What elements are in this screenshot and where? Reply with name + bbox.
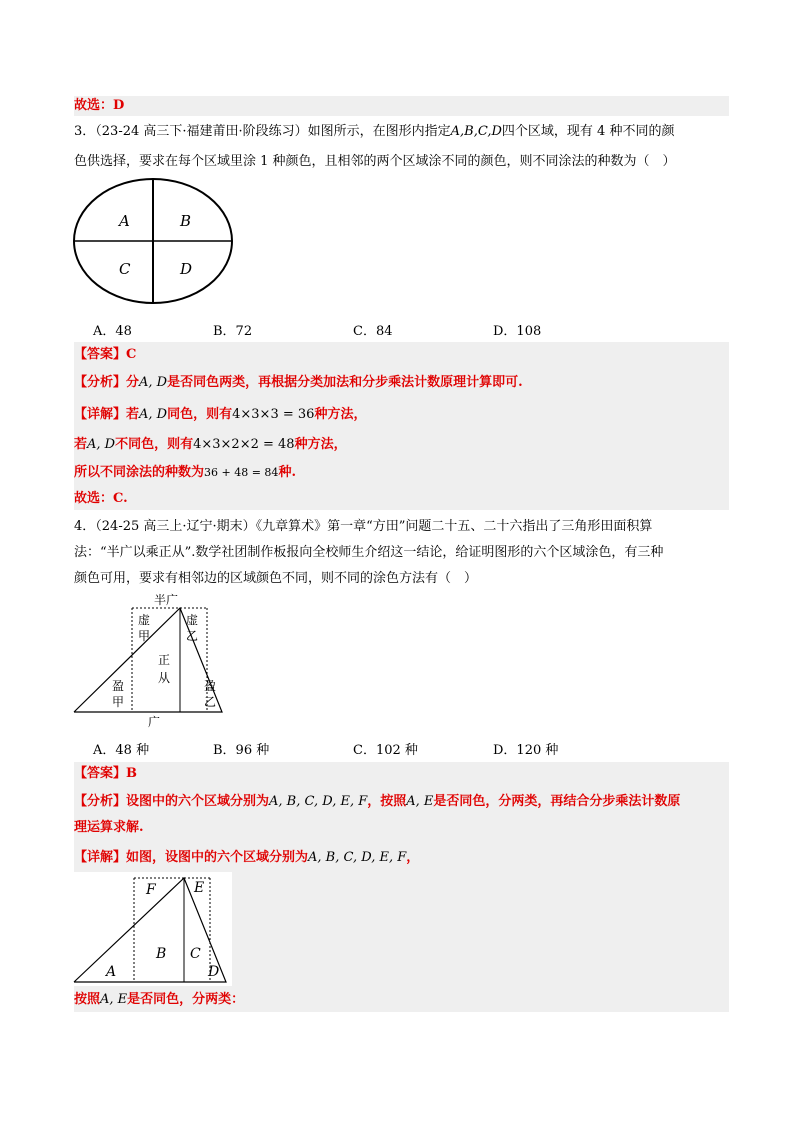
svg-text:正: 正 bbox=[158, 653, 171, 667]
svg-text:甲: 甲 bbox=[112, 695, 125, 709]
svg-text:乙: 乙 bbox=[186, 629, 199, 643]
q4-last-line: 按照A, E是否同色，分两类： bbox=[74, 992, 245, 1007]
q3-detail-line1: 【详解】若A, D同色，则有4×3×3 = 36种方法， bbox=[74, 407, 367, 422]
q3-option-a: A．48 bbox=[93, 324, 132, 339]
q4-analysis-line1: 【分析】设图中的六个区域分别为A, B, C, D, E, F，按照A, E是否同色，分两类，再结合分步乘法计数原 bbox=[74, 794, 681, 809]
q3-option-d: D．108 bbox=[493, 324, 542, 339]
svg-text:甲: 甲 bbox=[138, 629, 151, 643]
q3-stem-line1: 3．（23-24 高三下·福建莆田·阶段练习）如图所示，在图形内指定A,B,C,D四个区域，现有 4 种不同的颜 bbox=[74, 124, 675, 139]
q3-option-b: B．72 bbox=[213, 324, 253, 339]
svg-text:盈: 盈 bbox=[204, 679, 217, 693]
region-c-label: C bbox=[119, 260, 131, 278]
svg-text:半广: 半广 bbox=[154, 593, 179, 607]
region-a-label: A bbox=[119, 212, 130, 230]
q4-analysis-line2: 理运算求解. bbox=[74, 820, 144, 835]
svg-text:B: B bbox=[156, 946, 167, 962]
q4-stem-line3: 颜色可用，要求有相邻边的区域颜色不同，则不同的涂色方法有（ ） bbox=[74, 571, 478, 586]
q4-option-c: C．102 种 bbox=[353, 743, 418, 758]
q3-detail-line3: 所以不同涂法的种数为36 + 48 = 84种. bbox=[74, 465, 296, 480]
q3-final: 故选：C. bbox=[74, 491, 128, 506]
q4-answer: 【答案】B bbox=[74, 766, 137, 781]
svg-text:C: C bbox=[190, 946, 201, 962]
region-d-label: D bbox=[180, 260, 193, 278]
q4-stem-line1: 4．（24-25 高三上·辽宁·期末）《九章算术》第一章“方田”问题二十五、二十六指出了三角形田面积算 bbox=[74, 519, 653, 534]
svg-text:盈: 盈 bbox=[112, 679, 125, 693]
q4-option-d: D．120 种 bbox=[493, 743, 559, 758]
svg-text:从: 从 bbox=[158, 671, 171, 685]
q3-solution-block bbox=[74, 342, 729, 510]
svg-text:广: 广 bbox=[148, 715, 161, 729]
q3-detail-line2: 若A, D不同色，则有4×3×2×2 = 48种方法， bbox=[74, 437, 347, 452]
q4-stem-line2: 法：“半广以乘正从”.数学社团制作板报向全校师生介绍这一结论，给证明图形的六个区域涂色，有三种 bbox=[74, 545, 664, 560]
q3-ellipse-figure bbox=[72, 176, 234, 306]
q4-option-b: B．96 种 bbox=[213, 743, 270, 758]
q4-option-a: A．48 种 bbox=[93, 743, 150, 758]
svg-text:F: F bbox=[146, 882, 156, 898]
q3-option-c: C．84 bbox=[353, 324, 393, 339]
q3-analysis: 【分析】分A, D是否同色两类，再根据分类加法和分步乘法计数原理计算即可. bbox=[74, 375, 523, 390]
svg-text:虚: 虚 bbox=[138, 613, 151, 627]
svg-text:D: D bbox=[208, 964, 220, 980]
svg-text:虚: 虚 bbox=[186, 613, 199, 627]
q4-figure-2 bbox=[72, 872, 232, 986]
svg-text:A: A bbox=[106, 964, 117, 980]
q3-answer: 【答案】C bbox=[74, 347, 137, 362]
svg-text:乙: 乙 bbox=[204, 695, 217, 709]
q4-detail: 【详解】如图，设图中的六个区域分别为A, B, C, D, E, F， bbox=[74, 850, 420, 865]
svg-text:E: E bbox=[194, 880, 205, 896]
q3-stem-line2: 色供选择，要求在每个区域里涂 1 种颜色，且相邻的两个区域涂不同的颜色，则不同涂法的种数为（ ） bbox=[74, 154, 676, 169]
region-b-label: B bbox=[180, 212, 192, 230]
previous-answer: 故选：D bbox=[74, 96, 729, 116]
q4-figure-1 bbox=[72, 590, 232, 730]
